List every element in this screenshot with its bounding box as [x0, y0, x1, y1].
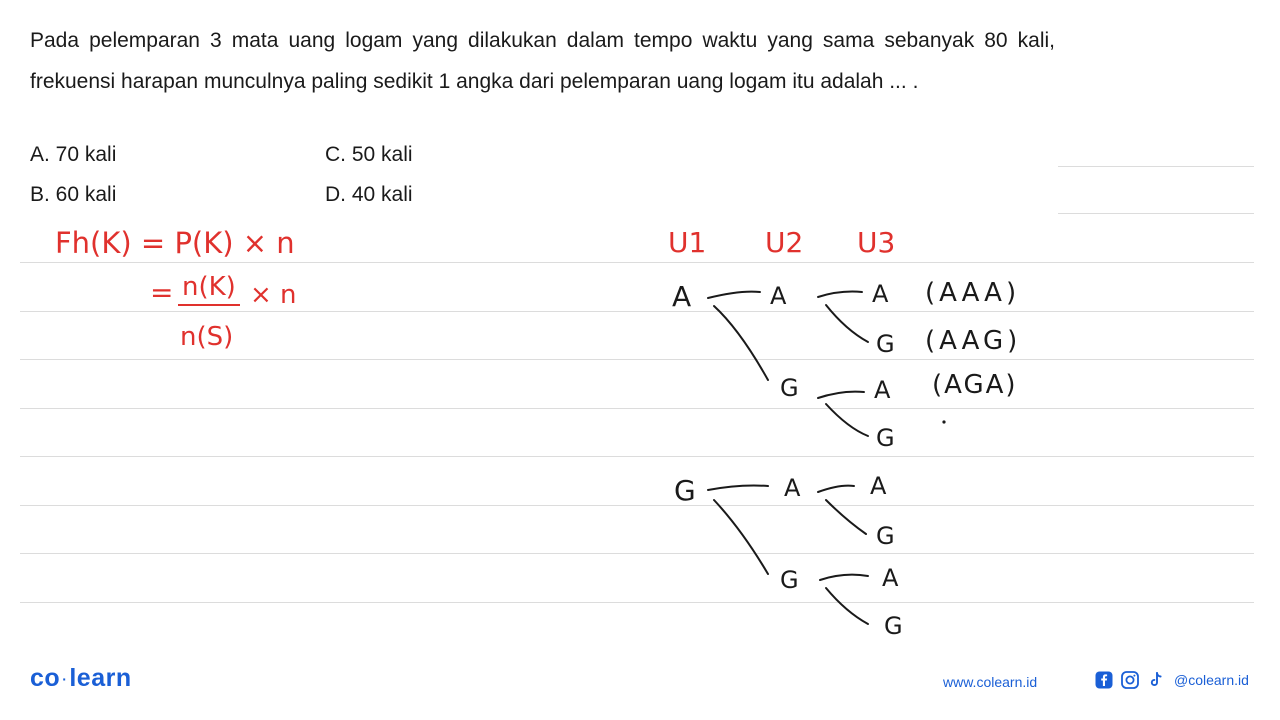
formula-equals: =: [150, 276, 174, 309]
tree-leaf-5: A: [870, 472, 887, 500]
footer-handle[interactable]: @colearn.id: [1174, 672, 1249, 688]
tree-l2-g1: G: [780, 374, 799, 402]
tree-root-a: A: [672, 280, 692, 313]
tree-header-u3: U3: [857, 226, 896, 259]
instagram-icon[interactable]: [1120, 670, 1140, 690]
tree-leaf-6: G: [876, 522, 895, 550]
formula-line1: Fh(K) = P(K) × n: [55, 226, 295, 260]
tree-header-u2: U2: [765, 226, 804, 259]
tree-header-u1: U1: [668, 226, 707, 259]
tree-leaf-7: A: [882, 564, 899, 592]
logo-dot: ·: [62, 671, 68, 688]
tree-root-g: G: [674, 474, 696, 507]
formula-times-n: × n: [250, 280, 297, 310]
tree-l2-a1: A: [770, 282, 787, 310]
tree-leaf-2: G: [876, 330, 895, 358]
tree-leaf-3: A: [874, 376, 891, 404]
option-a: A. 70 kali: [30, 143, 117, 166]
colearn-logo: [30, 664, 132, 693]
logo-left: co: [30, 664, 61, 692]
tiktok-icon[interactable]: [1146, 670, 1166, 690]
footer-url[interactable]: www.colearn.id: [943, 674, 1038, 690]
footer-social: [1094, 670, 1249, 690]
option-d: D. 40 kali: [325, 183, 413, 206]
tree-leaf-4: G: [876, 424, 895, 452]
question-text: Pada pelemparan 3 mata uang logam yang dilakukan dalam tempo waktu yang sama sebanyak 80 kali, frekuensi harapan munculnya paling sedikit 1 angka dari pelemparan uang logam itu adalah ... .: [30, 29, 1055, 93]
option-b: B. 60 kali: [30, 183, 117, 206]
logo-right: learn: [69, 664, 132, 692]
tree-l2-a2: A: [784, 474, 801, 502]
outcome-aga: (AGA): [932, 370, 1018, 400]
tree-leaf-1: A: [872, 280, 889, 308]
tree-leaf-8: G: [884, 612, 903, 640]
outcome-aag: (AAG): [925, 326, 1022, 356]
formula-denominator: n(S): [180, 322, 234, 352]
tree-l2-g2: G: [780, 566, 799, 594]
formula-numerator: n(K): [178, 272, 240, 306]
outcome-aaa: (AAA): [925, 278, 1021, 308]
option-c: C. 50 kali: [325, 143, 413, 166]
facebook-icon[interactable]: [1094, 670, 1114, 690]
